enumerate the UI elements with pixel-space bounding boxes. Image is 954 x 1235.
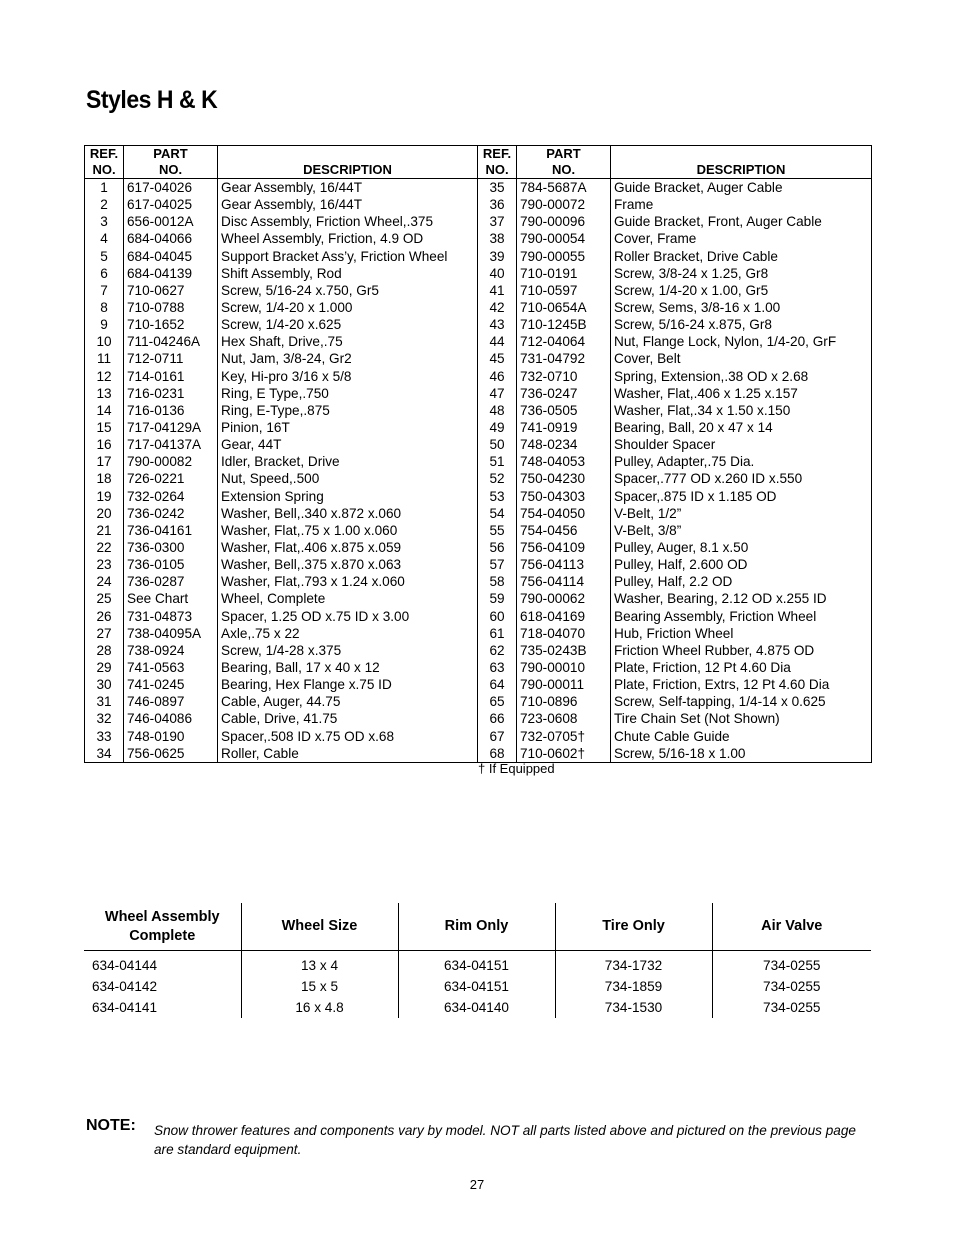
wheel-size-cell: 13 x 4	[241, 951, 398, 977]
table-row	[85, 573, 872, 590]
description-cell: Key, Hi-pro 3/16 x 5/8	[218, 368, 478, 385]
description-cell: Bearing, Ball, 17 x 40 x 12	[218, 659, 478, 676]
description-cell: Frame	[611, 196, 872, 213]
description-cell: Pinion, 16T	[218, 419, 478, 436]
description-cell: Nut, Jam, 3/8-24, Gr2	[218, 350, 478, 367]
part-no-cell: 784-5687A	[517, 179, 611, 197]
ref-no-cell: 42	[478, 299, 517, 316]
ref-no-cell: 50	[478, 436, 517, 453]
table-row	[85, 453, 872, 470]
description-cell: Washer, Bell,.375 x.870 x.063	[218, 556, 478, 573]
ref-no-cell: 24	[85, 573, 124, 590]
ref-no-cell: 28	[85, 642, 124, 659]
description-cell: Friction Wheel Rubber, 4.875 OD	[611, 642, 872, 659]
part-no-cell: 748-04053	[517, 453, 611, 470]
part-no-cell: 617-04025	[124, 196, 218, 213]
description-cell: Axle,.75 x 22	[218, 625, 478, 642]
description-cell: Roller Bracket, Drive Cable	[611, 248, 872, 265]
part-no-cell: 790-00010	[517, 659, 611, 676]
part-no-cell: 717-04137A	[124, 436, 218, 453]
ref-no-cell: 14	[85, 402, 124, 419]
table-row	[85, 676, 872, 693]
ref-no-cell: 49	[478, 419, 517, 436]
table-row	[85, 299, 872, 316]
part-no-cell: 736-0287	[124, 573, 218, 590]
ref-no-cell: 25	[85, 590, 124, 607]
description-cell: Cable, Drive, 41.75	[218, 710, 478, 727]
ref-no-cell: 15	[85, 419, 124, 436]
part-no-cell: 750-04303	[517, 488, 611, 505]
table-row	[85, 333, 872, 350]
description-cell: Nut, Speed,.500	[218, 470, 478, 487]
ref-no-cell: 23	[85, 556, 124, 573]
ref-no-header: REF. NO.	[478, 146, 517, 179]
table-row	[85, 196, 872, 213]
part-no-cell: 710-1652	[124, 316, 218, 333]
table-row	[85, 590, 872, 607]
parts-table	[84, 145, 872, 763]
table-row	[85, 419, 872, 436]
ref-no-cell: 51	[478, 453, 517, 470]
part-no-cell: 736-0247	[517, 385, 611, 402]
ref-no-cell: 16	[85, 436, 124, 453]
tire-only-cell: 734-1859	[555, 976, 712, 997]
description-cell: Screw, 3/8-24 x 1.25, Gr8	[611, 265, 872, 282]
description-cell: Gear, 44T	[218, 436, 478, 453]
part-no-cell: 710-1245B	[517, 316, 611, 333]
rim-only-cell: 634-04140	[398, 997, 555, 1018]
ref-no-cell: 26	[85, 608, 124, 625]
part-no-cell: 738-0924	[124, 642, 218, 659]
table-row	[85, 213, 872, 230]
part-no-cell: 716-0231	[124, 385, 218, 402]
ref-no-cell: 33	[85, 728, 124, 745]
ref-no-cell: 53	[478, 488, 517, 505]
part-no-cell: 716-0136	[124, 402, 218, 419]
ref-no-cell: 22	[85, 539, 124, 556]
ref-no-cell: 34	[85, 745, 124, 763]
description-cell: Screw, Self-tapping, 1/4-14 x 0.625	[611, 693, 872, 710]
description-cell: Ring, E-Type,.875	[218, 402, 478, 419]
part-no-cell: 726-0221	[124, 470, 218, 487]
page-number: 27	[469, 1177, 485, 1192]
part-no-cell: 756-0625	[124, 745, 218, 763]
part-no-cell: 754-0456	[517, 522, 611, 539]
part-no-cell: 717-04129A	[124, 419, 218, 436]
part-no-cell: 710-0896	[517, 693, 611, 710]
description-cell: Washer, Flat,.34 x 1.50 x.150	[611, 402, 872, 419]
description-header: DESCRIPTION	[611, 146, 872, 179]
table-row	[85, 642, 872, 659]
description-cell: Guide Bracket, Front, Auger Cable	[611, 213, 872, 230]
part-no-cell: 617-04026	[124, 179, 218, 197]
rim-only-header: Rim Only	[398, 903, 555, 951]
part-no-cell: 736-0242	[124, 505, 218, 522]
description-cell: Spring, Extension,.38 OD x 2.68	[611, 368, 872, 385]
table-row	[85, 436, 872, 453]
part-no-cell: 735-0243B	[517, 642, 611, 659]
part-no-cell: 750-04230	[517, 470, 611, 487]
ref-no-cell: 21	[85, 522, 124, 539]
ref-no-cell: 68	[478, 745, 517, 763]
ref-no-header: REF. NO.	[85, 146, 124, 179]
ref-no-cell: 61	[478, 625, 517, 642]
description-cell: Spacer,.777 OD x.260 ID x.550	[611, 470, 872, 487]
table-row	[85, 230, 872, 247]
table-row	[85, 693, 872, 710]
table-row	[85, 385, 872, 402]
wheel-assembly-cell: 634-04141	[92, 1000, 158, 1015]
table-row	[85, 505, 872, 522]
part-no-cell: 790-00055	[517, 248, 611, 265]
description-cell: Screw, Sems, 3/8-16 x 1.00	[611, 299, 872, 316]
ref-no-cell: 2	[85, 196, 124, 213]
description-cell: V-Belt, 3/8”	[611, 522, 872, 539]
wheel-size-cell: 15 x 5	[241, 976, 398, 997]
ref-no-cell: 56	[478, 539, 517, 556]
air-valve-cell: 734-0255	[712, 976, 871, 997]
description-cell: Spacer,.508 ID x.75 OD x.68	[218, 728, 478, 745]
air-valve-header: Air Valve	[712, 903, 871, 951]
wheel-assembly-header: Wheel Assembly Complete	[84, 903, 241, 951]
ref-no-cell: 10	[85, 333, 124, 350]
ref-no-cell: 47	[478, 385, 517, 402]
part-no-cell: 710-0602†	[517, 745, 611, 763]
part-no-cell: 790-00062	[517, 590, 611, 607]
part-no-cell: 731-04792	[517, 350, 611, 367]
description-cell: Spacer, 1.25 OD x.75 ID x 3.00	[218, 608, 478, 625]
ref-no-cell: 64	[478, 676, 517, 693]
description-cell: Nut, Flange Lock, Nylon, 1/4-20, GrF	[611, 333, 872, 350]
ref-no-cell: 5	[85, 248, 124, 265]
description-cell: Cover, Frame	[611, 230, 872, 247]
part-no-cell: 710-0627	[124, 282, 218, 299]
part-no-cell: 712-0711	[124, 350, 218, 367]
ref-no-cell: 11	[85, 350, 124, 367]
part-no-cell: 736-0105	[124, 556, 218, 573]
ref-no-cell: 46	[478, 368, 517, 385]
table-row	[85, 265, 872, 282]
description-cell: Washer, Flat,.75 x 1.00 x.060	[218, 522, 478, 539]
part-no-cell: 723-0608	[517, 710, 611, 727]
part-no-cell: 710-0788	[124, 299, 218, 316]
wheel-assembly-cell: 634-04142	[92, 979, 158, 994]
part-no-cell: 656-0012A	[124, 213, 218, 230]
description-cell: Pulley, Adapter,.75 Dia.	[611, 453, 872, 470]
part-no-cell: 712-04064	[517, 333, 611, 350]
part-no-cell: 684-04139	[124, 265, 218, 282]
table-row	[85, 710, 872, 727]
description-cell: Washer, Bell,.340 x.872 x.060	[218, 505, 478, 522]
part-no-cell: 746-0897	[124, 693, 218, 710]
table-row	[85, 522, 872, 539]
part-no-cell: 741-0919	[517, 419, 611, 436]
ref-no-cell: 58	[478, 573, 517, 590]
ref-no-cell: 59	[478, 590, 517, 607]
description-cell: Idler, Bracket, Drive	[218, 453, 478, 470]
part-no-cell: 732-0705†	[517, 728, 611, 745]
description-cell: Wheel Assembly, Friction, 4.9 OD	[218, 230, 478, 247]
part-no-cell: 756-04114	[517, 573, 611, 590]
ref-no-cell: 31	[85, 693, 124, 710]
ref-no-cell: 13	[85, 385, 124, 402]
description-cell: Shoulder Spacer	[611, 436, 872, 453]
description-cell: Cover, Belt	[611, 350, 872, 367]
ref-no-cell: 62	[478, 642, 517, 659]
description-cell: Guide Bracket, Auger Cable	[611, 179, 872, 197]
part-no-cell: 741-0563	[124, 659, 218, 676]
part-no-cell: 732-0264	[124, 488, 218, 505]
part-no-cell: 790-00011	[517, 676, 611, 693]
description-cell: Washer, Flat,.793 x 1.24 x.060	[218, 573, 478, 590]
wheel-assembly-cell: 634-04144	[92, 958, 158, 973]
part-no-cell: 736-04161	[124, 522, 218, 539]
part-no-cell: 790-00072	[517, 196, 611, 213]
description-cell: Screw, 5/16-18 x 1.00	[611, 745, 872, 763]
ref-no-cell: 18	[85, 470, 124, 487]
ref-no-cell: 1	[85, 179, 124, 197]
air-valve-cell: 734-0255	[712, 951, 871, 977]
part-no-cell: 754-04050	[517, 505, 611, 522]
part-no-cell: 710-0654A	[517, 299, 611, 316]
ref-no-cell: 54	[478, 505, 517, 522]
rim-only-cell: 634-04151	[398, 976, 555, 997]
ref-no-cell: 66	[478, 710, 517, 727]
ref-no-cell: 57	[478, 556, 517, 573]
description-cell: Wheel, Complete	[218, 590, 478, 607]
ref-no-cell: 60	[478, 608, 517, 625]
ref-no-cell: 65	[478, 693, 517, 710]
description-cell: Gear Assembly, 16/44T	[218, 179, 478, 197]
tire-only-cell: 734-1530	[555, 997, 712, 1018]
description-cell: Hub, Friction Wheel	[611, 625, 872, 642]
ref-no-cell: 9	[85, 316, 124, 333]
part-no-cell: See Chart	[124, 590, 218, 607]
table-row	[85, 402, 872, 419]
ref-no-cell: 43	[478, 316, 517, 333]
description-cell: Extension Spring	[218, 488, 478, 505]
description-cell: Cable, Auger, 44.75	[218, 693, 478, 710]
description-cell: Spacer,.875 ID x 1.185 OD	[611, 488, 872, 505]
ref-no-cell: 20	[85, 505, 124, 522]
ref-no-cell: 67	[478, 728, 517, 745]
table-row	[85, 745, 872, 763]
description-cell: Washer, Bearing, 2.12 OD x.255 ID	[611, 590, 872, 607]
part-no-cell: 790-00082	[124, 453, 218, 470]
part-no-cell: 714-0161	[124, 368, 218, 385]
ref-no-cell: 52	[478, 470, 517, 487]
table-row	[84, 997, 871, 1018]
part-no-cell: 741-0245	[124, 676, 218, 693]
description-cell: Bearing, Ball, 20 x 47 x 14	[611, 419, 872, 436]
description-cell: Shift Assembly, Rod	[218, 265, 478, 282]
table-row	[85, 282, 872, 299]
ref-no-cell: 30	[85, 676, 124, 693]
part-no-cell: 736-0300	[124, 539, 218, 556]
part-no-cell: 748-0190	[124, 728, 218, 745]
ref-no-cell: 48	[478, 402, 517, 419]
table-row	[85, 316, 872, 333]
ref-no-cell: 32	[85, 710, 124, 727]
ref-no-cell: 36	[478, 196, 517, 213]
part-no-cell: 710-0191	[517, 265, 611, 282]
ref-no-cell: 3	[85, 213, 124, 230]
part-no-cell: 790-00096	[517, 213, 611, 230]
ref-no-cell: 37	[478, 213, 517, 230]
table-row	[85, 350, 872, 367]
part-no-cell: 732-0710	[517, 368, 611, 385]
description-cell: Washer, Flat,.406 x 1.25 x.157	[611, 385, 872, 402]
description-cell: V-Belt, 1/2”	[611, 505, 872, 522]
part-no-cell: 746-04086	[124, 710, 218, 727]
ref-no-cell: 19	[85, 488, 124, 505]
part-no-cell: 756-04113	[517, 556, 611, 573]
part-no-header: PART NO.	[517, 146, 611, 179]
description-cell: Bearing Assembly, Friction Wheel	[611, 608, 872, 625]
description-cell: Washer, Flat,.406 x.875 x.059	[218, 539, 478, 556]
table-row	[84, 951, 871, 977]
table-row	[85, 728, 872, 745]
part-no-cell: 738-04095A	[124, 625, 218, 642]
air-valve-cell: 734-0255	[712, 997, 871, 1018]
ref-no-cell: 8	[85, 299, 124, 316]
part-no-header: PART NO.	[124, 146, 218, 179]
wheel-table-header	[84, 903, 871, 951]
wheel-size-header: Wheel Size	[241, 903, 398, 951]
description-cell: Roller, Cable	[218, 745, 478, 763]
description-cell: Pulley, Half, 2.2 OD	[611, 573, 872, 590]
table-row	[85, 470, 872, 487]
table-row	[85, 556, 872, 573]
table-row	[85, 179, 872, 197]
part-no-cell: 684-04045	[124, 248, 218, 265]
description-cell: Chute Cable Guide	[611, 728, 872, 745]
description-cell: Pulley, Auger, 8.1 x.50	[611, 539, 872, 556]
wheel-table	[84, 903, 871, 1018]
table-row	[85, 539, 872, 556]
description-header: DESCRIPTION	[218, 146, 478, 179]
part-no-cell: 748-0234	[517, 436, 611, 453]
ref-no-cell: 40	[478, 265, 517, 282]
tire-only-cell: 734-1732	[555, 951, 712, 977]
ref-no-cell: 12	[85, 368, 124, 385]
page-title: Styles H & K	[86, 86, 218, 114]
description-cell: Screw, 5/16-24 x.875, Gr8	[611, 316, 872, 333]
description-cell: Hex Shaft, Drive,.75	[218, 333, 478, 350]
ref-no-cell: 29	[85, 659, 124, 676]
description-cell: Screw, 1/4-20 x.625	[218, 316, 478, 333]
footnote: † If Equipped	[478, 761, 555, 776]
description-cell: Gear Assembly, 16/44T	[218, 196, 478, 213]
table-row	[85, 248, 872, 265]
ref-no-cell: 44	[478, 333, 517, 350]
ref-no-cell: 35	[478, 179, 517, 197]
part-no-cell: 736-0505	[517, 402, 611, 419]
part-no-cell: 718-04070	[517, 625, 611, 642]
ref-no-cell: 6	[85, 265, 124, 282]
ref-no-cell: 38	[478, 230, 517, 247]
table-row	[85, 608, 872, 625]
ref-no-cell: 7	[85, 282, 124, 299]
ref-no-cell: 41	[478, 282, 517, 299]
description-cell: Ring, E Type,.750	[218, 385, 478, 402]
table-row	[85, 659, 872, 676]
part-no-cell: 731-04873	[124, 608, 218, 625]
description-cell: Screw, 5/16-24 x.750, Gr5	[218, 282, 478, 299]
table-row	[84, 976, 871, 997]
description-cell: Screw, 1/4-20 x 1.00, Gr5	[611, 282, 872, 299]
description-cell: Pulley, Half, 2.600 OD	[611, 556, 872, 573]
rim-only-cell: 634-04151	[398, 951, 555, 977]
description-cell: Screw, 1/4-20 x 1.000	[218, 299, 478, 316]
description-cell: Bearing, Hex Flange x.75 ID	[218, 676, 478, 693]
description-cell: Plate, Friction, 12 Pt 4.60 Dia	[611, 659, 872, 676]
ref-no-cell: 17	[85, 453, 124, 470]
description-cell: Disc Assembly, Friction Wheel,.375	[218, 213, 478, 230]
table-row	[85, 368, 872, 385]
description-cell: Tire Chain Set (Not Shown)	[611, 710, 872, 727]
note-label: NOTE:	[86, 1117, 136, 1134]
part-no-cell: 684-04066	[124, 230, 218, 247]
ref-no-cell: 63	[478, 659, 517, 676]
part-no-cell: 618-04169	[517, 608, 611, 625]
note-text: Snow thrower features and components vary by model. NOT all parts listed above and pictured on the previous page are standard equipment.	[154, 1123, 856, 1157]
table-row	[85, 625, 872, 642]
table-row	[85, 488, 872, 505]
part-no-cell: 756-04109	[517, 539, 611, 556]
ref-no-cell: 27	[85, 625, 124, 642]
part-no-cell: 710-0597	[517, 282, 611, 299]
parts-table-header	[85, 146, 872, 179]
ref-no-cell: 39	[478, 248, 517, 265]
description-cell: Plate, Friction, Extrs, 12 Pt 4.60 Dia	[611, 676, 872, 693]
description-cell: Support Bracket Ass’y, Friction Wheel	[218, 248, 478, 265]
ref-no-cell: 4	[85, 230, 124, 247]
ref-no-cell: 45	[478, 350, 517, 367]
description-cell: Screw, 1/4-28 x.375	[218, 642, 478, 659]
ref-no-cell: 55	[478, 522, 517, 539]
tire-only-header: Tire Only	[555, 903, 712, 951]
part-no-cell: 711-04246A	[124, 333, 218, 350]
wheel-size-cell: 16 x 4.8	[241, 997, 398, 1018]
part-no-cell: 790-00054	[517, 230, 611, 247]
